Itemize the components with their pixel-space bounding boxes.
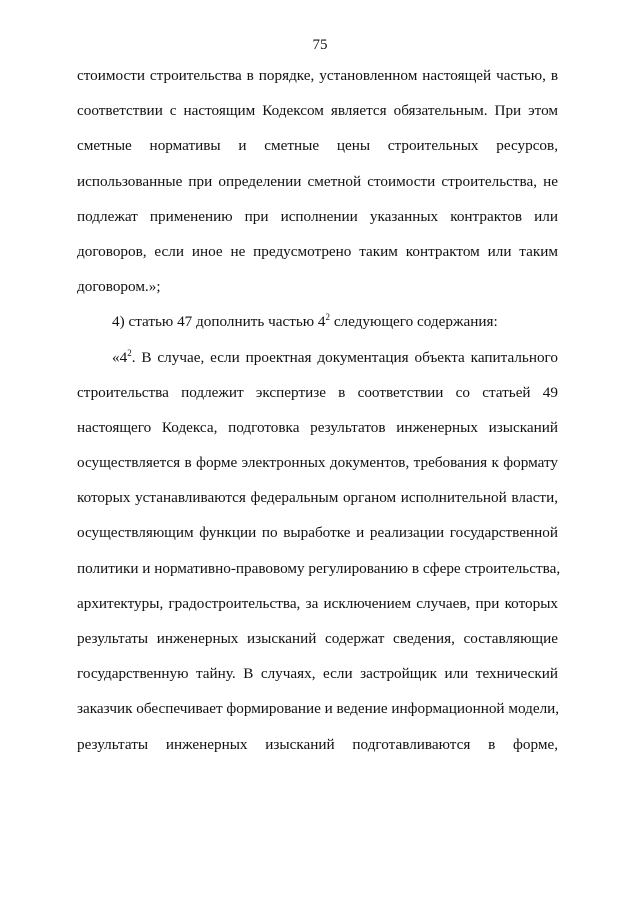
text-line: которых устанавливаются федеральным органом исполнительной власти, [77,489,558,507]
text-line: строительства подлежит экспертизе в соответствии со статьей 49 [77,383,558,401]
text-line: использованные при определении сметной стоимости строительства, не [77,172,558,190]
text-line: государственную тайну. В случаях, если застройщик или технический [77,665,558,683]
text-line: заказчик обеспечивает формирование и ведение информационной модели, [77,700,560,718]
text-fragment: . В случае, если проектная документация объекта капитального [131,348,558,366]
page-number: 75 [312,37,328,53]
text-fragment: «4 [112,348,128,366]
text-fragment: следующего содержания: [330,313,498,331]
text-line: договоров, если иное не предусмотрено таким контрактом или таким [77,242,558,260]
text-line: подлежат применению при исполнении указанных контрактов или [77,207,558,225]
text-line: результаты инженерных изысканий содержат сведения, составляющие [77,630,558,647]
text-line: сметные нормативы и сметные цены строительных ресурсов, [77,137,558,155]
text-line: результаты инженерных изысканий подготавливаются в форме, [77,735,558,753]
superscript: 2 [325,312,331,323]
text-line [77,340,558,375]
text-line: осуществляется в форме электронных документов, требования к формату [77,454,558,472]
text-line: архитектуры, градостроительства, за исключением случаев, при которых [77,594,558,612]
text-line: договором.»; [77,278,161,296]
text-line: стоимости строительства в порядке, установленном настоящей частью, в [77,67,558,84]
text-line [77,304,558,339]
text-line: политики и нормативно-правовому регулированию в сфере строительства, [77,559,561,577]
text-line: осуществляющим функции по выработке и реализации государственной [77,524,558,542]
superscript: 2 [127,347,132,358]
text-fragment: 4) статью 47 дополнить частью 4 [112,313,326,331]
text-line: настоящего Кодекса, подготовка результатов инженерных изысканий [77,418,558,436]
document-body [77,58,561,762]
text-line: соответствии с настоящим Кодексом является обязательным. При этом [77,102,558,120]
